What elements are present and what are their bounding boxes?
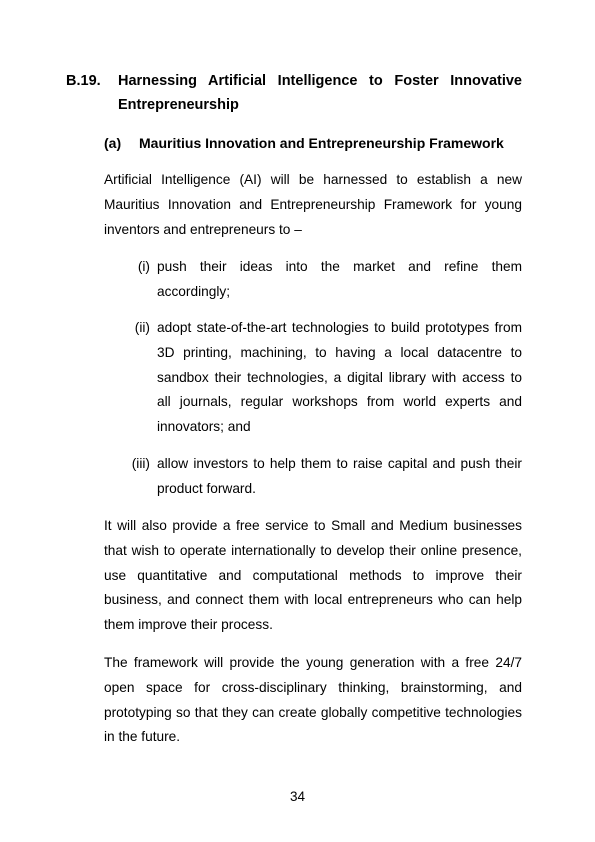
list-item-marker: (i) [137, 259, 150, 274]
subsection-heading [104, 131, 504, 155]
subsection-title: Mauritius Innovation and Entrepreneurship Framework [139, 135, 504, 151]
list-item [104, 452, 522, 502]
list-item-marker: (iii) [131, 456, 150, 471]
list-item [104, 316, 522, 440]
section-title: Harnessing Artificial Intelligence to Foster Innovative Entrepreneurship [118, 73, 522, 113]
section-heading [66, 69, 522, 117]
body-paragraph: The framework will provide the young generation with a free 24/7 open space for cross-disciplinary thinking, brainstorming, and prototyping so that they can create globally competitive technologies in the future. [104, 655, 522, 745]
page-number: 34 [289, 789, 306, 804]
list-item [104, 255, 522, 305]
list-item-marker: (ii) [134, 320, 150, 335]
section-number: B.19. [66, 73, 101, 89]
intro-paragraph: Artificial Intelligence (AI) will be harnessed to establish a new Mauritius Innovation and Entrepreneurship Framework for young inventors and entrepreneurs to – [104, 172, 522, 237]
list-item-text: adopt state-of-the-art technologies to build prototypes from 3D printing, machining, to having a local datacentre to sandbox their technologies, a digital library with access to all journals, regular workshops from world experts and innovators; and [157, 320, 522, 435]
list-item-text: push their ideas into the market and refine them accordingly; [157, 259, 522, 299]
body-paragraph: It will also provide a free service to Small and Medium businesses that wish to operate internationally to develop their online presence, use quantitative and computational methods to improve their business, and connect them with local entrepreneurs who can help them improve their process. [104, 518, 522, 633]
list-item-text: allow investors to help them to raise capital and push their product forward. [157, 456, 522, 496]
subsection-label: (a) [104, 135, 122, 151]
